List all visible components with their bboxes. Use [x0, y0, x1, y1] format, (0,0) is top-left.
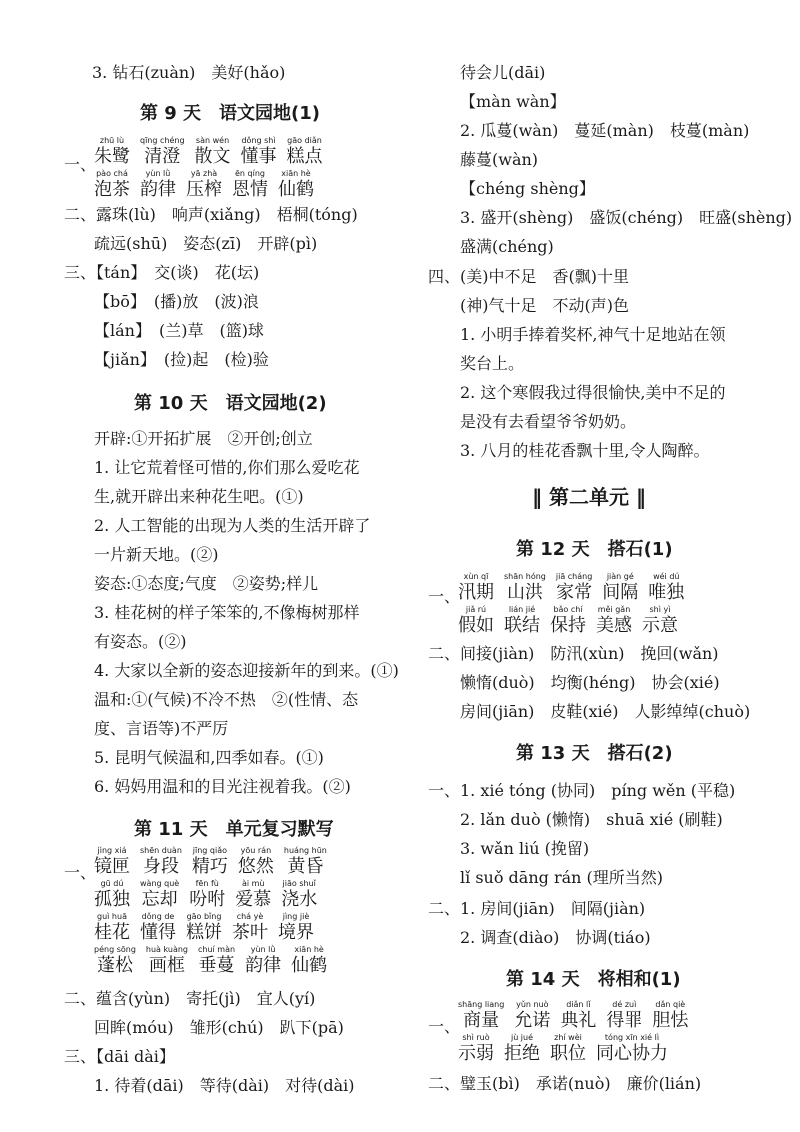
pinyin-text: xiān hè — [281, 169, 311, 178]
day11-row-4 — [94, 945, 337, 977]
hanzi-text: 懂事 — [240, 146, 277, 167]
hanzi-text: 山洪 — [506, 582, 543, 603]
pinyin-word — [596, 605, 632, 637]
pinyin-word — [648, 572, 684, 604]
day10-line4: 2. 人工智能的出现为人类的生活开辟了 — [94, 516, 371, 535]
pinyin-word — [550, 1033, 586, 1065]
pinyin-word — [140, 169, 176, 201]
hanzi-text: 黄昏 — [287, 856, 324, 877]
pinyin-word — [94, 846, 130, 878]
pinyin-text: ēn qíng — [235, 169, 265, 178]
pinyin-text: jìng xiá — [97, 846, 127, 855]
r-top-line1: 待会儿(dāi) — [460, 63, 546, 82]
day9-title: 第 9 天 语文园地(1) — [140, 103, 321, 124]
pinyin-text: dǒng de — [141, 912, 175, 921]
day9-s3-line4: 【jiǎn】 (捡)起 (检)验 — [94, 350, 269, 369]
day9-row-2 — [94, 169, 333, 201]
day11-s3-line1: 三、【dāi dài】 — [64, 1047, 175, 1066]
hanzi-text: 泡茶 — [94, 179, 130, 200]
hanzi-text: 示弱 — [458, 1043, 494, 1064]
hanzi-text: 韵律 — [140, 179, 176, 200]
day9-row-1 — [94, 136, 333, 168]
day11-s2-line1: 二、蕴含(yùn) 寄托(jì) 宜人(yí) — [64, 989, 316, 1008]
pinyin-word — [602, 572, 638, 604]
day14-title: 第 14 天 将相和(1) — [506, 969, 681, 990]
pinyin-text: qīng chéng — [140, 136, 185, 145]
hanzi-text: 压榨 — [186, 179, 222, 200]
pinyin-word — [284, 846, 327, 878]
pinyin-text: yǔn nuò — [516, 1000, 549, 1009]
hanzi-text: 保持 — [550, 615, 586, 636]
hanzi-text: 糕饼 — [186, 922, 222, 943]
unit-title: ‖ 第二单元 ‖ — [532, 485, 646, 509]
hanzi-text: 假如 — [458, 615, 494, 636]
pinyin-text: xùn qī — [463, 572, 489, 581]
pinyin-text: shāng liang — [458, 1000, 505, 1009]
day11-row-1 — [94, 846, 337, 878]
day9-s3-line3: 【lán】 (兰)草 (篮)球 — [94, 321, 264, 340]
pinyin-text: gāo bǐng — [186, 912, 222, 921]
day12-s2-line2: 懒惰(duò) 均衡(héng) 协会(xié) — [460, 673, 720, 692]
day13-s1-line3: 3. wǎn liú (挽留) — [460, 839, 590, 858]
pinyin-text: dé zuì — [612, 1000, 637, 1009]
day10-line3: 生,就开辟出来种花生吧。(①) — [94, 487, 304, 506]
hanzi-text: 仙鹤 — [278, 179, 314, 200]
pinyin-word — [146, 945, 188, 977]
pinyin-word — [458, 605, 494, 637]
hanzi-text: 垂蔓 — [198, 955, 235, 976]
pinyin-word — [642, 605, 678, 637]
day10-line12: 5. 昆明气候温和,四季如春。(①) — [94, 748, 324, 767]
pinyin-text: jiàn gé — [606, 572, 634, 581]
pinyin-word — [195, 136, 231, 168]
hanzi-text: 商量 — [463, 1010, 500, 1031]
pinyin-word — [291, 945, 327, 977]
hanzi-text: 爱慕 — [235, 889, 272, 910]
day11-row-3 — [94, 912, 337, 944]
pinyin-text: shì yì — [649, 605, 671, 614]
pinyin-word — [189, 879, 225, 911]
day9-s2-line1: 二、露珠(lù) 响声(xiǎng) 梧桐(tóng) — [64, 205, 358, 224]
day9-s3-line2: 【bō】 (播)放 (波)浪 — [94, 292, 259, 311]
pinyin-text: tóng xīn xié lì — [604, 1033, 660, 1042]
day14-row-2 — [458, 1033, 698, 1065]
r-top-line3: 2. 瓜蔓(wàn) 蔓延(màn) 枝蔓(màn) — [460, 121, 750, 140]
pinyin-text: zhū lù — [99, 136, 125, 145]
day9-s3-line1: 三、【tán】 交(谈) 花(坛) — [64, 263, 260, 282]
pinyin-text: dǎn qiè — [655, 1000, 686, 1009]
day10-line5: 一片新天地。(②) — [94, 545, 219, 564]
pinyin-text: wéi dú — [653, 572, 680, 581]
day10-line8: 有姿态。(②) — [94, 632, 187, 651]
pinyin-word — [94, 169, 130, 201]
pinyin-text: yùn lǜ — [145, 169, 171, 178]
pinyin-word — [232, 169, 268, 201]
hanzi-text: 懂得 — [140, 922, 176, 943]
pinyin-word — [232, 912, 268, 944]
pinyin-text: fēn fù — [195, 879, 219, 888]
pinyin-word — [504, 1033, 540, 1065]
day14-row-1 — [458, 1000, 698, 1032]
pinyin-word — [198, 945, 235, 977]
day9-s1-mark: 一、 — [64, 155, 97, 174]
r-s4-line1: 四、(美)中不足 香(飘)十里 — [428, 267, 629, 286]
hanzi-text: 身段 — [142, 856, 179, 877]
hanzi-text: 允诺 — [514, 1010, 551, 1031]
day10-line2: 1. 让它荒着怪可惜的,你们那么爱吃花 — [94, 458, 360, 477]
pinyin-text: měi gǎn — [597, 605, 631, 614]
day13-s2-line1: 二、1. 房间(jiān) 间隔(jiàn) — [428, 899, 646, 918]
hanzi-text: 汛期 — [458, 582, 494, 603]
day12-s2-line3: 房间(jiān) 皮鞋(xié) 人影绰绰(chuò) — [460, 702, 751, 721]
pinyin-text: gū dú — [100, 879, 124, 888]
hanzi-text: 胆怯 — [652, 1010, 689, 1031]
day11-row-2 — [94, 879, 337, 911]
pinyin-text: huáng hūn — [283, 846, 327, 855]
pinyin-text: zhí wèi — [554, 1033, 582, 1042]
hanzi-text: 间隔 — [602, 582, 639, 603]
pinyin-word — [94, 912, 130, 944]
r-top-line6: 3. 盛开(shèng) 盛饭(chéng) 旺盛(shèng) — [460, 208, 793, 227]
top-line: 3. 钻石(zuàn) 美好(hǎo) — [92, 63, 286, 82]
day10-line9: 4. 大家以全新的姿态迎接新年的到来。(①) — [94, 661, 399, 680]
pinyin-word — [278, 169, 314, 201]
day12-row-2 — [458, 605, 694, 637]
hanzi-text: 散文 — [194, 146, 231, 167]
pinyin-word — [596, 1033, 668, 1065]
pinyin-text: bǎo chí — [553, 605, 583, 614]
r-s4-line7: 3. 八月的桂花香飘十里,令人陶醉。 — [460, 441, 710, 460]
pinyin-word — [192, 846, 228, 878]
pinyin-text: jù jué — [510, 1033, 534, 1042]
hanzi-text: 韵律 — [245, 955, 282, 976]
day12-s1-mark: 一、 — [428, 587, 461, 606]
pinyin-word — [94, 945, 136, 977]
pinyin-word — [504, 572, 546, 604]
pinyin-word — [140, 879, 179, 911]
hanzi-text: 茶叶 — [232, 922, 268, 943]
pinyin-text: lián jié — [508, 605, 536, 614]
day11-s3-line2: 1. 待着(dāi) 等待(dài) 对待(dài) — [94, 1076, 355, 1095]
pinyin-text: yā zhà — [190, 169, 218, 178]
hanzi-text: 桂花 — [94, 922, 130, 943]
day13-s1-line2: 2. lǎn duò (懒惰) shuā xié (刷鞋) — [460, 810, 723, 829]
day13-s1-line4: lǐ suǒ dāng rán (理所当然) — [460, 868, 664, 887]
pinyin-word — [235, 879, 271, 911]
pinyin-text: ài mù — [241, 879, 265, 888]
pinyin-text: jìng jiè — [282, 912, 310, 921]
day10-line6: 姿态:①态度;气度 ②姿势;样儿 — [94, 574, 319, 593]
hanzi-text: 清澄 — [144, 146, 181, 167]
day11-title: 第 11 天 单元复习默写 — [134, 819, 334, 840]
hanzi-text: 吩咐 — [189, 889, 226, 910]
day14-word-grid — [458, 1000, 698, 1066]
pinyin-word — [94, 879, 130, 911]
r-s4-line2: (神)气十足 不动(声)色 — [460, 296, 629, 315]
r-top-line7: 盛满(chéng) — [460, 237, 554, 256]
pinyin-word — [514, 1000, 550, 1032]
hanzi-text: 唯独 — [648, 582, 685, 603]
r-s4-line4: 奖台上。 — [460, 354, 525, 373]
pinyin-text: shān hóng — [504, 572, 546, 581]
pinyin-text: yùn lǜ — [250, 945, 276, 954]
day12-s2-line1: 二、间接(jiàn) 防汛(xùn) 挽回(wǎn) — [428, 644, 719, 663]
hanzi-text: 蓬松 — [96, 955, 133, 976]
day11-s1-mark: 一、 — [64, 863, 97, 882]
hanzi-text: 忘却 — [141, 889, 178, 910]
pinyin-text: sàn wén — [195, 136, 230, 145]
day13-s2-line2: 2. 调查(diào) 协调(tiáo) — [460, 928, 651, 947]
hanzi-text: 孤独 — [94, 889, 130, 910]
pinyin-word — [186, 169, 222, 201]
pinyin-word — [560, 1000, 596, 1032]
pinyin-word — [287, 136, 323, 168]
pinyin-text: yōu rán — [240, 846, 272, 855]
pinyin-word — [140, 846, 182, 878]
pinyin-text: jīng qiǎo — [192, 846, 228, 855]
pinyin-word — [278, 912, 314, 944]
day10-line7: 3. 桂花树的样子笨笨的,不像梅树那样 — [94, 603, 360, 622]
pinyin-text: jiǎ rú — [465, 605, 487, 614]
r-top-line4: 藤蔓(wàn) — [460, 150, 539, 169]
hanzi-text: 仙鹤 — [291, 955, 328, 976]
day11-word-grid — [94, 846, 337, 978]
pinyin-word — [550, 605, 586, 637]
hanzi-text: 拒绝 — [504, 1043, 540, 1064]
hanzi-text: 联结 — [504, 615, 540, 636]
hanzi-text: 恩情 — [232, 179, 268, 200]
pinyin-text: shēn duàn — [140, 846, 182, 855]
pinyin-text: jiā cháng — [555, 572, 593, 581]
day10-line10: 温和:①(气候)不冷不热 ②(性情、态 — [94, 690, 359, 709]
hanzi-text: 悠然 — [237, 856, 274, 877]
r-top-line2: 【màn wàn】 — [460, 92, 566, 111]
pinyin-word — [652, 1000, 688, 1032]
hanzi-text: 同心协力 — [596, 1043, 668, 1064]
day14-s2-line1: 二、璧玉(bì) 承诺(nuò) 廉价(lián) — [428, 1074, 702, 1093]
pinyin-text: chá yè — [236, 912, 264, 921]
day11-s2-line2: 回眸(móu) 雏形(chú) 趴下(pā) — [94, 1018, 344, 1037]
day9-word-grid — [94, 136, 333, 202]
pinyin-word — [94, 136, 130, 168]
pinyin-text: dǒng shì — [241, 136, 276, 145]
pinyin-word — [281, 879, 317, 911]
hanzi-text: 家常 — [556, 582, 593, 603]
r-s4-line5: 2. 这个寒假我过得很愉快,美中不足的 — [460, 383, 726, 402]
day12-row-1 — [458, 572, 694, 604]
day12-word-grid — [458, 572, 694, 638]
pinyin-text: wàng què — [140, 879, 180, 888]
pinyin-text: shì ruò — [462, 1033, 490, 1042]
hanzi-text: 朱鹭 — [94, 146, 130, 167]
day14-s1-mark: 一、 — [428, 1017, 461, 1036]
hanzi-text: 境界 — [278, 922, 314, 943]
hanzi-text: 浇水 — [281, 889, 318, 910]
right-column — [428, 0, 800, 1132]
r-s4-line3: 1. 小明手捧着奖杯,神气十足地站在领 — [460, 325, 726, 344]
pinyin-text: guì huā — [97, 912, 127, 921]
pinyin-word — [140, 136, 185, 168]
pinyin-word — [458, 1000, 504, 1032]
hanzi-text: 精巧 — [191, 856, 228, 877]
day12-title: 第 12 天 搭石(1) — [516, 539, 673, 560]
pinyin-text: péng sōng — [94, 945, 136, 954]
hanzi-text: 示意 — [642, 615, 678, 636]
hanzi-text: 美感 — [596, 615, 632, 636]
r-top-line5: 【chéng shèng】 — [460, 179, 595, 198]
day13-title: 第 13 天 搭石(2) — [516, 743, 673, 764]
hanzi-text: 糕点 — [286, 146, 323, 167]
pinyin-text: xiān hè — [294, 945, 324, 954]
day10-line13: 6. 妈妈用温和的目光注视着我。(②) — [94, 777, 351, 796]
pinyin-word — [186, 912, 222, 944]
pinyin-text: jiāo shuǐ — [282, 879, 316, 888]
pinyin-word — [241, 136, 277, 168]
hanzi-text: 得罪 — [606, 1010, 643, 1031]
day10-title: 第 10 天 语文园地(2) — [134, 393, 327, 414]
pinyin-word — [504, 605, 540, 637]
pinyin-text: chuí màn — [198, 945, 236, 954]
pinyin-text: pào chá — [96, 169, 128, 178]
pinyin-word — [458, 572, 494, 604]
pinyin-word — [140, 912, 176, 944]
pinyin-text: gāo diǎn — [287, 136, 322, 145]
pinyin-word — [238, 846, 274, 878]
pinyin-word — [245, 945, 281, 977]
day9-s2-line2: 疏远(shū) 姿态(zī) 开辟(pì) — [94, 234, 318, 253]
pinyin-word — [556, 572, 592, 604]
pinyin-word — [458, 1033, 494, 1065]
pinyin-text: huà kuàng — [145, 945, 188, 954]
pinyin-text: diǎn lǐ — [566, 1000, 591, 1009]
hanzi-text: 镜匣 — [94, 856, 130, 877]
day10-line1: 开辟:①开拓扩展 ②开创;创立 — [94, 429, 313, 448]
pinyin-word — [606, 1000, 642, 1032]
hanzi-text: 画框 — [148, 955, 185, 976]
day10-line11: 度、言语等)不严厉 — [94, 719, 229, 738]
day13-s1-line1: 一、1. xié tóng (协同) píng wěn (平稳) — [428, 781, 736, 800]
hanzi-text: 典礼 — [560, 1010, 597, 1031]
r-s4-line6: 是没有去看望爷爷奶奶。 — [460, 412, 637, 431]
hanzi-text: 职位 — [550, 1043, 586, 1064]
